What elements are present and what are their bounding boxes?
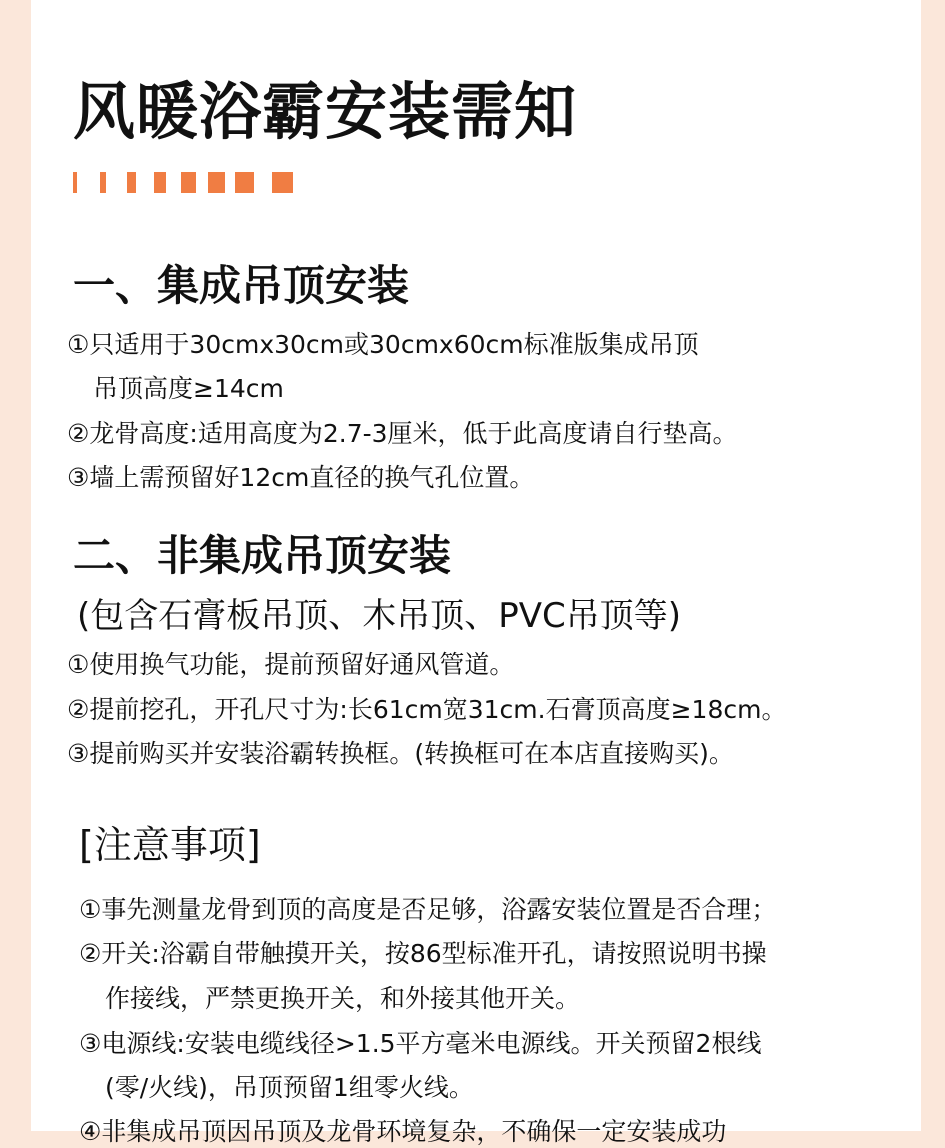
notes-line-4: ③电源线:安装电缆线径>1.5平方毫米电源线。开关预留2根线 — [79, 1029, 762, 1058]
section2-line-3: ③提前购买并安装浴霸转换框。(转换框可在本店直接购买)。 — [67, 739, 734, 768]
notes-heading: [注意事项] — [79, 823, 261, 867]
content-card — [31, 0, 921, 1146]
accent-bar — [235, 172, 254, 193]
section1-line-4: ③墙上需预留好12cm直径的换气孔位置。 — [67, 463, 535, 492]
notes-line-1: ①事先测量龙骨到顶的高度是否足够，浴露安装位置是否合理； — [79, 895, 777, 924]
accent-bar — [154, 172, 166, 193]
accent-bar — [181, 172, 196, 193]
section-heading-non-integrated-ceiling: 二、非集成吊顶安装 — [73, 531, 452, 580]
accent-bar — [208, 172, 225, 193]
page-title: 风暖浴霸安装需知 — [73, 75, 578, 148]
section2-line-2: ②提前挖孔，开孔尺寸为:长61cm宽31cm.石膏顶高度≥18cm。 — [67, 695, 787, 724]
notes-line-3: 作接线，严禁更换开关，和外接其他开关。 — [105, 984, 581, 1013]
notes-line-2: ②开关:浴霸自带触摸开关，按86型标准开孔，请按照说明书操 — [79, 939, 767, 968]
accent-bar — [127, 172, 136, 193]
accent-bar — [272, 172, 293, 193]
section1-line-3: ②龙骨高度:适用高度为2.7-3厘米，低于此高度请自行垫高。 — [67, 419, 738, 448]
accent-bar — [73, 172, 77, 193]
notes-line-6: ④非集成吊顶因吊顶及龙骨环境复杂，不确保一定安装成功 — [79, 1117, 727, 1146]
section1-line-2: 吊顶高度≥14cm — [93, 374, 284, 403]
section1-line-1: ①只适用于30cmx30cm或30cmx60cm标准版集成吊顶 — [67, 330, 699, 359]
section2-line-1: ①使用换气功能，提前预留好通风管道。 — [67, 650, 515, 679]
notes-line-5: (零/火线)，吊顶预留1组零火线。 — [105, 1073, 474, 1102]
section-heading-integrated-ceiling: 一、集成吊顶安装 — [73, 261, 410, 310]
section2-subheading: (包含石膏板吊顶、木吊顶、PVC吊顶等) — [77, 596, 682, 636]
accent-bar — [100, 172, 106, 193]
